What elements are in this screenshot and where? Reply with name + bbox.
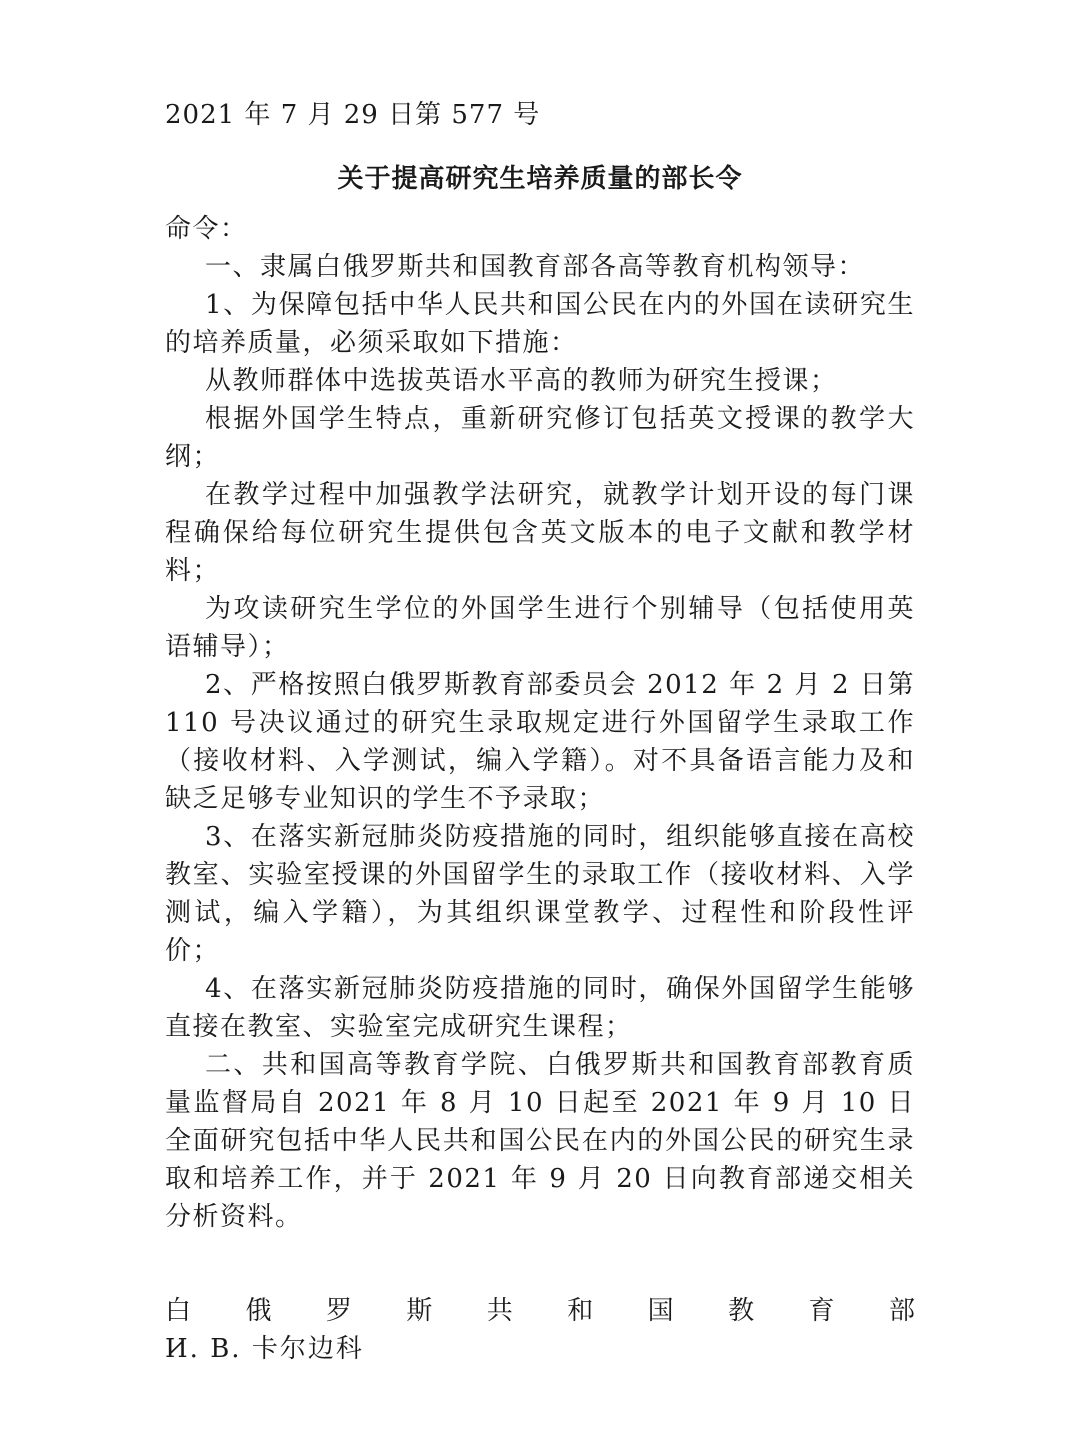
order-date-number: 2021 年 7 月 29 日第 577 号 (165, 100, 541, 130)
signature-ministry (165, 1292, 915, 1330)
order-label: 命令： (165, 214, 248, 244)
paragraph-item-2: 2、严格按照白俄罗斯教育部委员会 2012 年 2 月 2 日第 110 号决议通过的研究生录取规定进行外国留学生录取工作（接收材料、入学测试，编入学籍）。对不具备语言能力及和缺乏足够专业知识的学生不予录取； (165, 670, 915, 814)
signer-name: И. В. 卡尔边科 (165, 1334, 364, 1364)
signature-char: 斯 (406, 1296, 433, 1326)
signature-char: 教 (728, 1296, 755, 1326)
paragraph-item-4: 4、在落实新冠肺炎防疫措施的同时，确保外国留学生能够直接在教室、实验室完成研究生课程； (165, 974, 915, 1042)
document-page (165, 96, 915, 1368)
signature-char: 白 (165, 1296, 192, 1326)
section-one-heading: 一、隶属白俄罗斯共和国教育部各高等教育机构领导： (205, 252, 866, 282)
signature-char: 和 (567, 1296, 594, 1326)
paragraph-measure-teachers: 从教师群体中选拔英语水平高的教师为研究生授课； (205, 366, 838, 396)
signature-char: 育 (808, 1296, 835, 1326)
signature-char: 共 (486, 1296, 513, 1326)
signature-char: 俄 (245, 1296, 272, 1326)
paragraph-measure-materials: 在教学过程中加强教学法研究，就教学计划开设的每门课程确保给每位研究生提供包含英文版本的电子文献和教学材料； (165, 480, 915, 586)
paragraph-measure-tutoring: 为攻读研究生学位的外国学生进行个别辅导（包括使用英语辅导）； (165, 594, 915, 662)
document-title: 关于提高研究生培养质量的部长令 (337, 164, 743, 194)
signature-char: 罗 (325, 1296, 352, 1326)
signature-char: 国 (647, 1296, 674, 1326)
paragraph-item-3: 3、在落实新冠肺炎防疫措施的同时，组织能够直接在高校教室、实验室授课的外国留学生的录取工作（接收材料、入学测试，编入学籍），为其组织课堂教学、过程性和阶段性评价； (165, 822, 915, 966)
section-two: 二、共和国高等教育学院、白俄罗斯共和国教育部教育质量监督局自 2021 年 8 月 10 日起至 2021 年 9 月 10 日全面研究包括中华人民共和国公民在内的外国公民的研究生录取和培养工作，并于 2021 年 9 月 20 日向教育部递交相关分析资料。 (165, 1050, 915, 1232)
signature-char: 部 (888, 1296, 915, 1326)
paragraph-item-1: 1、为保障包括中华人民共和国公民在内的外国在读研究生的培养质量，必须采取如下措施： (165, 290, 915, 358)
paragraph-measure-syllabus: 根据外国学生特点，重新研究修订包括英文授课的教学大纲； (165, 404, 915, 472)
